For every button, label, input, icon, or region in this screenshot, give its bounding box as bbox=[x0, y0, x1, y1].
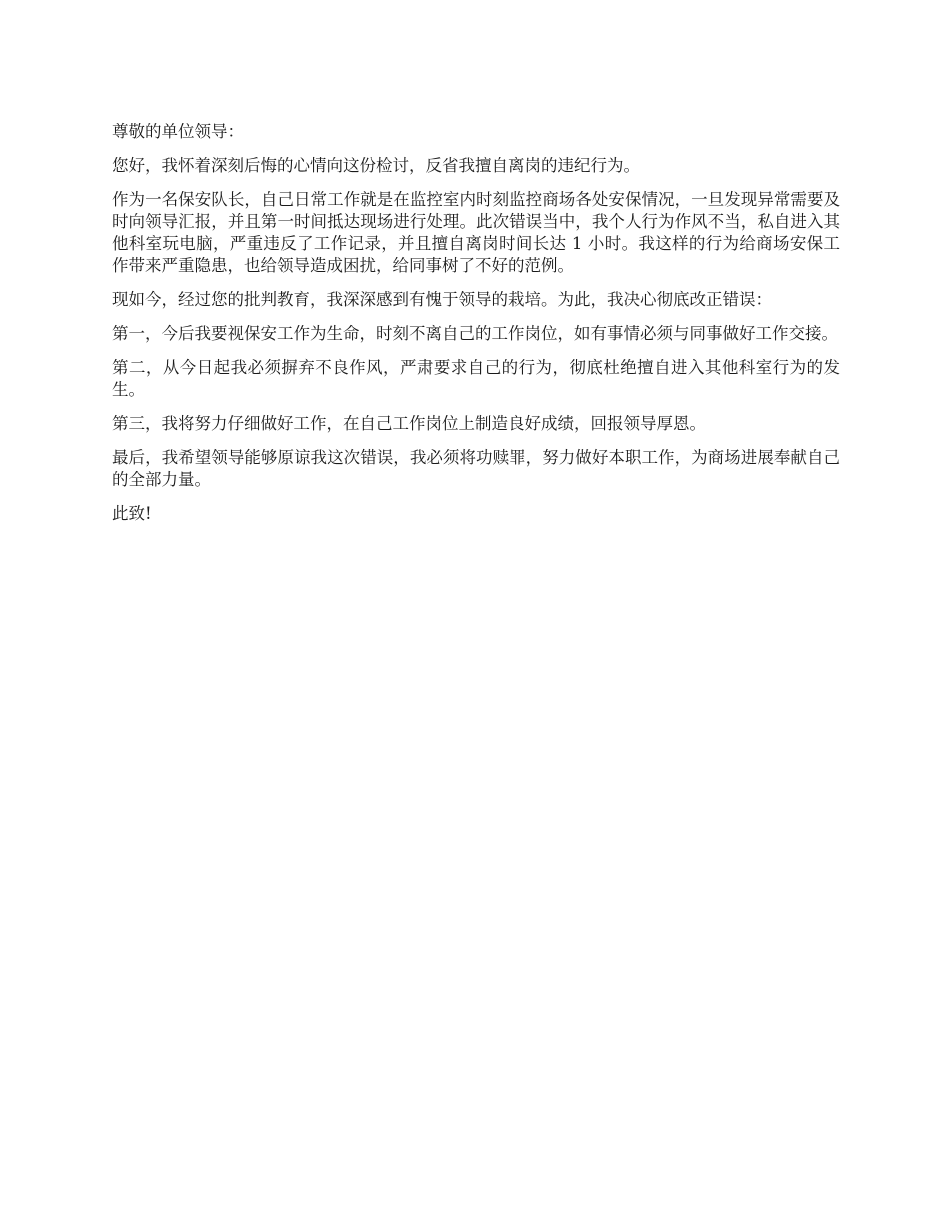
paragraph-conclusion: 最后，我希望领导能够原谅我这次错误，我必须将功赎罪，努力做好本职工作，为商场进展奉献自己的全部力量。 bbox=[112, 448, 840, 489]
paragraph-background: 作为一名保安队长，自己日常工作就是在监控室内时刻监控商场各处安保情况，一旦发现异常需要及时向领导汇报，并且第一时间抵达现场进行处理。此次错误当中，我个人行为作风不当，私自进入其他科室玩电脑，严重违反了工作记录，并且擅自离岗时间长达 1 小时。我这样的行为给商场安保工作带来严重隐患，也给领导造成困扰，给同事树了不好的范例。 bbox=[112, 190, 840, 275]
paragraph-resolution: 现如今，经过您的批判教育，我深深感到有愧于领导的栽培。为此，我决心彻底改正错误： bbox=[112, 290, 772, 309]
paragraph-point-three: 第三，我将努力仔细做好工作，在自己工作岗位上制造良好成绩，回报领导厚恩。 bbox=[112, 414, 706, 433]
paragraph-point-two: 第二，从今日起我必须摒弃不良作风，严肃要求自己的行为，彻底杜绝擅自进入其他科室行为的发生。 bbox=[112, 358, 840, 399]
paragraph-greeting: 您好，我怀着深刻后悔的心情向这份检讨，反省我擅自离岗的违纪行为。 bbox=[112, 156, 640, 175]
paragraph-point-one: 第一，今后我要视保安工作为生命，时刻不离自己的工作岗位，如有事情必须与同事做好工作交接。 bbox=[112, 324, 838, 343]
document-body bbox=[112, 121, 840, 537]
closing: 此致! bbox=[112, 504, 152, 523]
salutation: 尊敬的单位领导： bbox=[112, 122, 244, 141]
